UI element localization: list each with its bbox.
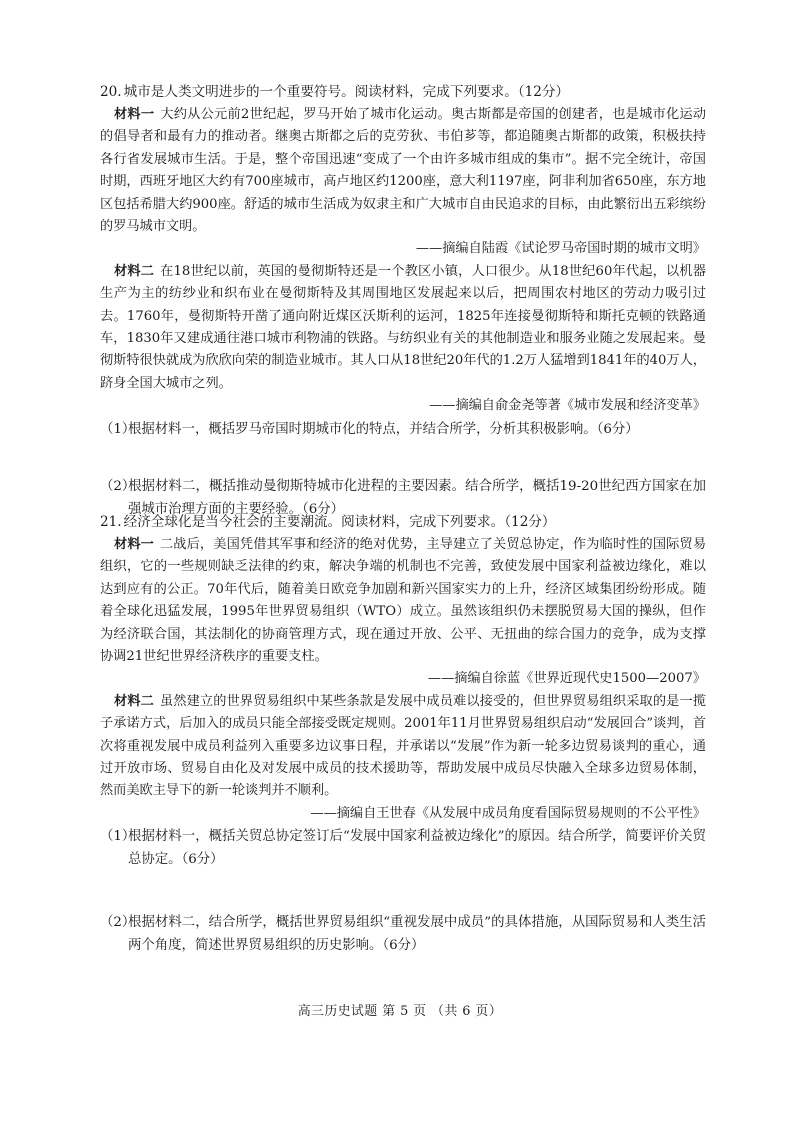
material-label: 材料二: [114, 693, 154, 709]
sub-question-number: （1）: [100, 421, 136, 437]
question-21: [100, 510, 706, 957]
stem-text: 城市是人类文明进步的一个重要符号。阅读材料，完成下列要求。（12分）: [123, 84, 570, 100]
sub-question-text: 根据材料二，结合所学，概括世界贸易组织“重视发展中成员”的具体措施，从国际贸易和人类生活两个角度，简述世界贸易组织的历史影响。（6分）: [128, 915, 706, 954]
question-stem: [100, 510, 706, 534]
material-source: ——摘编自陆霞《试论罗马帝国时期的城市文明》: [415, 241, 706, 257]
material-source: ——摘编自俞金尧等著《城市发展和经济变革》: [429, 398, 706, 414]
sub-question-text: 根据材料二，概括推动曼彻斯特城市化进程的主要因素。结合所学，概括19-20世纪西方国家在加强城市治理方面的主要经验。（6分）: [128, 478, 706, 517]
material-label: 材料一: [114, 107, 155, 122]
question-stem: [100, 80, 706, 104]
page-footer: 高三历史试题 第 5 页 （共 6 页）: [297, 1004, 503, 1019]
material-text: 二战后，美国凭借其军事和经济的绝对优势，主导建立了关贸总协定，作为临时性的国际贸易组织，它的一些规则缺乏法律的约束，解决争端的机制也不完善，致使发展中国家利益被边缘化，难以达到应有的公正。70年代后，随着美日欧竞争加剧和新兴国家实力的上升，经济区域集团纷纷形成。随着全球化迅猛发展，1995年世界贸易组织（WTO）成立。虽然该组织仍未摆脱贸易大国的操纵，但作为经济联合国，其法制化的协商管理方式，现在通过开放、公平、无扭曲的综合国力的竞争，成为支撑协调21世纪世界经济秩序的重要支柱。: [100, 537, 707, 665]
stem-text: 经济全球化是当今社会的主要潮流。阅读材料，完成下列要求。（12分）: [123, 514, 556, 530]
sub-question-number: （2）: [100, 915, 136, 931]
sub-question-2: [100, 911, 706, 957]
material-label: 材料二: [114, 263, 155, 279]
question-number: 20.: [100, 84, 122, 100]
answer-space: [100, 441, 706, 475]
material-label: 材料一: [114, 537, 154, 552]
sub-question-text: 根据材料一，概括罗马帝国时期城市化的特点，并结合所学，分析其积极影响。（6分）: [128, 421, 639, 437]
material-source: ——摘编自王世春《从发展中成员角度看国际贸易规则的不公平性》: [310, 805, 706, 821]
material-1: [100, 104, 706, 238]
answer-space: [100, 871, 706, 911]
question-number: 21.: [100, 514, 122, 530]
material-source: ——摘编自徐蓝《世界近现代史1500—2007》: [427, 671, 706, 687]
material-text: 大约从公元前2世纪起，罗马开始了城市化运动。奥古斯都是帝国的创建者，也是城市化运动的倡导者和最有力的推动者。继奥古斯都之后的克劳狄、韦伯芗等，都追随奥古斯都的政策，积极扶持各行省发展城市生活。于是，整个帝国迅速“变成了一个由许多城市组成的集市”。据不完全统计，帝国时期，西班牙地区大约有700座城市，高卢地区约1200座，意大利1197座，阿非利加省650座，东方地区包括希腊大约900座。舒适的城市生活成为奴隶主和广大城市自由民追求的目标，由此繁衍出五彩缤纷的罗马城市文明。: [100, 107, 707, 235]
sub-question-1: [100, 418, 706, 441]
question-20: [100, 80, 706, 521]
sub-question-text: 根据材料一，概括关贸总协定签订后“发展中国家利益被边缘化”的原因。结合所学，简要评价关贸总协定。（6分）: [128, 829, 706, 868]
material-text: 虽然建立的世界贸易组织中某些条款是发展中成员难以接受的，但世界贸易组织采取的是一揽子承诺方式，后加入的成员只能全部接受既定规则。2001年11月世界贸易组织启动“发展回合”谈判，首次将重视发展中成员利益列入重要多边议事日程，并承诺以“发展”作为新一轮多边贸易谈判的重心，通过开放市场、贸易自由化及对发展中成员的技术援助等，帮助发展中成员尽快融入全球多边贸易体制，然而美欧主导下的新一轮谈判并不顺利。: [100, 693, 707, 799]
sub-question-1: [100, 825, 706, 871]
material-2: [100, 261, 706, 395]
material-2: [100, 691, 706, 803]
material-1: [100, 534, 706, 668]
sub-question-number: （1）: [100, 829, 136, 845]
sub-question-number: （2）: [100, 478, 136, 494]
material-text: 在18世纪以前，英国的曼彻斯特还是一个教区小镇，人口很少。从18世纪60年代起，以机器生产为主的纺纱业和织布业在曼彻斯特及其周围地区发展起来以后，把周围农村地区的劳动力吸引过去。1760年，曼彻斯特开凿了通向附近煤区沃斯利的运河，1825年连接曼彻斯特和斯托克顿的铁路通车，1830年又建成通往港口城市利物浦的铁路。与纺织业有关的其他制造业和服务业随之发展起来。曼彻斯特很快就成为欣欣向荣的制造业城市。其人口从18世纪20年代的1.2万人猛增到1841年的40万人，跻身全国大城市之列。: [100, 263, 707, 391]
